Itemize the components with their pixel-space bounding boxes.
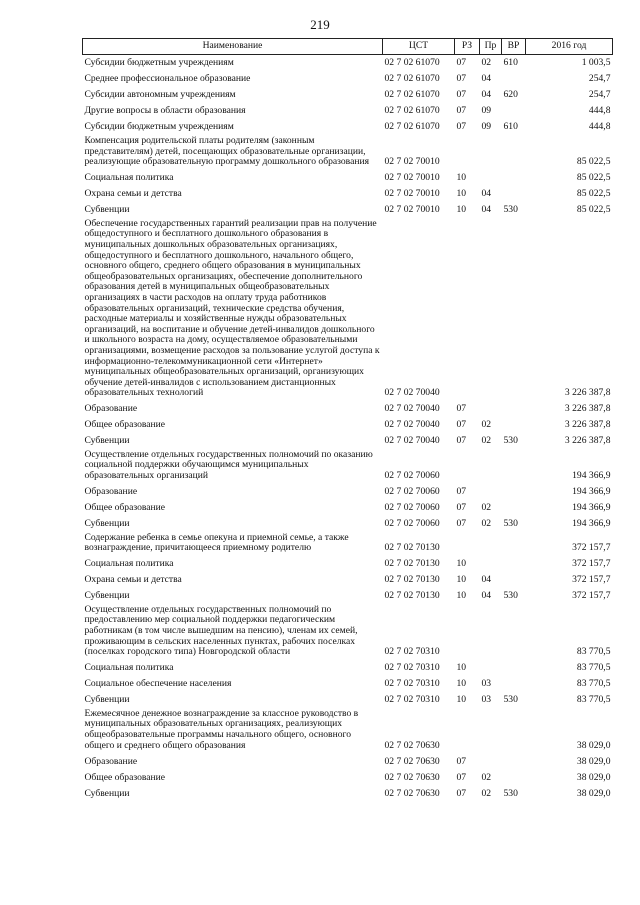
cell-rz: 07 bbox=[456, 771, 467, 783]
cell-vr bbox=[502, 769, 526, 785]
cell-rz: 07 bbox=[456, 419, 467, 431]
cell-name: Субвенции bbox=[84, 590, 130, 602]
cell-rz: 07 bbox=[456, 787, 467, 799]
table-row bbox=[83, 604, 613, 660]
cell-sum: 444,8 bbox=[588, 105, 611, 117]
cell-sum: 194 366,9 bbox=[572, 470, 611, 482]
table-row bbox=[83, 103, 613, 119]
table-row bbox=[83, 692, 613, 708]
cell-cst: 02 7 02 70630 bbox=[384, 755, 440, 767]
cell-pr bbox=[480, 218, 502, 401]
cell-name: Образование bbox=[84, 486, 138, 498]
cell-cst: 02 7 02 70060 bbox=[384, 470, 440, 482]
cell-pr: 04 bbox=[481, 188, 492, 200]
table-row bbox=[83, 516, 613, 532]
table-row bbox=[83, 660, 613, 676]
cell-rz: 10 bbox=[456, 188, 467, 200]
cell-rz bbox=[455, 135, 480, 170]
cell-rz: 10 bbox=[456, 678, 467, 690]
cell-name: Субвенции bbox=[84, 204, 130, 216]
header-name: Наименование bbox=[83, 39, 383, 55]
cell-vr: 530 bbox=[503, 787, 518, 799]
cell-name: Среднее профессиональное образование bbox=[84, 73, 251, 85]
cell-sum: 38 029,0 bbox=[576, 787, 611, 799]
cell-cst: 02 7 02 70010 bbox=[384, 172, 440, 184]
cell-name: Общее образование bbox=[84, 419, 166, 431]
cell-name: Осуществление отдельных государственных полномочий по оказанию социальной поддержки обучающимся муниципальных образовательных организаций bbox=[84, 448, 373, 482]
cell-cst: 02 7 02 61070 bbox=[384, 105, 440, 117]
cell-sum: 85 022,5 bbox=[576, 204, 611, 216]
table-row bbox=[83, 588, 613, 604]
cell-vr bbox=[502, 71, 526, 87]
cell-name: Субсидии автономным учреждениям bbox=[84, 89, 236, 101]
header-cst: ЦСТ bbox=[383, 39, 455, 55]
cell-rz: 07 bbox=[456, 435, 467, 447]
cell-vr bbox=[502, 218, 526, 401]
cell-vr: 620 bbox=[503, 89, 518, 101]
cell-name: Компенсация родительской платы родителям (законным представителям) детей, посещающих образовательные организации, реализующие образовательную программу дошкольного образования bbox=[84, 135, 370, 168]
cell-cst: 02 7 02 61070 bbox=[384, 89, 440, 101]
cell-name: Субвенции bbox=[84, 694, 130, 706]
cell-pr: 02 bbox=[481, 419, 492, 431]
cell-name: Охрана семьи и детства bbox=[84, 574, 182, 586]
cell-cst: 02 7 02 70630 bbox=[384, 771, 440, 783]
cell-sum: 85 022,5 bbox=[576, 188, 611, 200]
table-row bbox=[83, 708, 613, 753]
cell-cst: 02 7 02 70010 bbox=[384, 156, 440, 168]
table-row bbox=[83, 218, 613, 401]
cell-vr bbox=[502, 660, 526, 676]
cell-pr bbox=[480, 532, 502, 556]
cell-vr bbox=[502, 532, 526, 556]
table-row bbox=[83, 676, 613, 692]
cell-vr bbox=[502, 556, 526, 572]
cell-pr: 09 bbox=[481, 105, 492, 117]
cell-name: Субвенции bbox=[84, 518, 130, 530]
table-row bbox=[83, 417, 613, 433]
cell-name: Субвенции bbox=[84, 435, 130, 447]
cell-name: Социальная политика bbox=[84, 172, 174, 184]
cell-cst: 02 7 02 61070 bbox=[384, 121, 440, 133]
cell-vr: 530 bbox=[503, 518, 518, 530]
cell-cst: 02 7 02 70040 bbox=[384, 419, 440, 431]
cell-rz bbox=[455, 604, 480, 660]
header-pr: Пр bbox=[480, 39, 502, 55]
cell-vr bbox=[502, 604, 526, 660]
cell-rz: 07 bbox=[456, 73, 467, 85]
table-row bbox=[83, 572, 613, 588]
cell-rz: 07 bbox=[456, 502, 467, 514]
cell-pr bbox=[480, 660, 502, 676]
cell-pr: 03 bbox=[481, 694, 492, 706]
cell-vr bbox=[502, 484, 526, 500]
cell-rz bbox=[455, 449, 480, 484]
cell-sum: 372 157,7 bbox=[572, 590, 611, 602]
cell-pr bbox=[480, 170, 502, 186]
cell-cst: 02 7 02 70040 bbox=[384, 387, 440, 399]
header-vr: ВР bbox=[502, 39, 526, 55]
cell-sum: 38 029,0 bbox=[576, 771, 611, 783]
cell-sum: 194 366,9 bbox=[572, 518, 611, 530]
cell-name: Обеспечение государственных гарантий реализации прав на получение общедоступного и бесплатного дошкольного образования в муниципальных дошкольных образовательных организациях, общедоступного и бесплатного дошкольного, начального общего, основного общего, среднего общего образования в муниципальных общеобразовательных организациях, обеспечение дополнительного образования детей в муниципальных общеобразовательных организациях в части расходов на оплату труда работников образовательных организаций, технические средства обучения, расходные материалы и хозяйственные нужды образовательных организаций, на воспитание и обучение детей-инвалидов дошкольного и школьного возраста на дому, осуществляемое образовательными организациями, возмещение расходов за пользование услугой доступа к информационно-телекоммуникационной сети «Интернет» муниципальных общеобразовательных организаций, организующих обучение детей-инвалидов с использованием дистанционных образовательных технологий bbox=[84, 217, 380, 399]
cell-sum: 38 029,0 bbox=[576, 739, 611, 751]
table-row bbox=[83, 87, 613, 103]
cell-sum: 83 770,5 bbox=[576, 678, 611, 690]
cell-rz: 10 bbox=[456, 172, 467, 184]
cell-sum: 372 157,7 bbox=[572, 558, 611, 570]
cell-cst: 02 7 02 70130 bbox=[384, 574, 440, 586]
cell-pr bbox=[480, 401, 502, 417]
cell-sum: 83 770,5 bbox=[576, 662, 611, 674]
cell-vr bbox=[502, 500, 526, 516]
cell-name: Общее образование bbox=[84, 771, 166, 783]
cell-rz: 10 bbox=[456, 662, 467, 674]
cell-pr: 02 bbox=[481, 502, 492, 514]
cell-pr: 04 bbox=[481, 89, 492, 101]
cell-pr: 02 bbox=[481, 57, 492, 69]
cell-sum: 3 226 387,8 bbox=[564, 387, 611, 399]
cell-rz: 10 bbox=[456, 574, 467, 586]
cell-cst: 02 7 02 70060 bbox=[384, 518, 440, 530]
cell-vr bbox=[502, 449, 526, 484]
cell-cst: 02 7 02 70310 bbox=[384, 646, 440, 658]
cell-cst: 02 7 02 70040 bbox=[384, 403, 440, 415]
cell-sum: 83 770,5 bbox=[576, 646, 611, 658]
header-rz: РЗ bbox=[455, 39, 480, 55]
cell-pr bbox=[480, 708, 502, 753]
cell-name: Содержание ребенка в семье опекуна и приемной семье, а также вознаграждение, причитающееся приемному родителю bbox=[84, 531, 349, 554]
table-row bbox=[83, 135, 613, 170]
cell-vr: 530 bbox=[503, 590, 518, 602]
cell-sum: 254,7 bbox=[588, 89, 611, 101]
cell-cst: 02 7 02 61070 bbox=[384, 73, 440, 85]
cell-cst: 02 7 02 70130 bbox=[384, 542, 440, 554]
table-row bbox=[83, 484, 613, 500]
cell-name: Охрана семьи и детства bbox=[84, 188, 182, 200]
cell-cst: 02 7 02 70310 bbox=[384, 678, 440, 690]
cell-vr: 530 bbox=[503, 435, 518, 447]
cell-vr bbox=[502, 417, 526, 433]
cell-rz: 07 bbox=[456, 486, 467, 498]
table-body bbox=[83, 55, 613, 802]
cell-rz: 07 bbox=[456, 755, 467, 767]
cell-vr bbox=[502, 103, 526, 119]
header-sum: 2016 год bbox=[526, 39, 613, 55]
cell-sum: 83 770,5 bbox=[576, 694, 611, 706]
table-row bbox=[83, 769, 613, 785]
cell-rz: 10 bbox=[456, 694, 467, 706]
cell-name: Субсидии бюджетным учреждениям bbox=[84, 57, 234, 69]
table-row bbox=[83, 449, 613, 484]
cell-name: Общее образование bbox=[84, 502, 166, 514]
cell-vr bbox=[502, 572, 526, 588]
cell-sum: 372 157,7 bbox=[572, 542, 611, 554]
cell-sum: 194 366,9 bbox=[572, 486, 611, 498]
cell-cst: 02 7 02 70010 bbox=[384, 204, 440, 216]
cell-cst: 02 7 02 70130 bbox=[384, 558, 440, 570]
table-row bbox=[83, 500, 613, 516]
cell-pr bbox=[480, 135, 502, 170]
cell-sum: 38 029,0 bbox=[576, 755, 611, 767]
table-row bbox=[83, 119, 613, 135]
cell-rz: 07 bbox=[456, 89, 467, 101]
cell-pr: 02 bbox=[481, 435, 492, 447]
cell-sum: 194 366,9 bbox=[572, 502, 611, 514]
cell-pr bbox=[480, 484, 502, 500]
cell-pr: 04 bbox=[481, 590, 492, 602]
cell-name: Образование bbox=[84, 755, 138, 767]
cell-rz: 07 bbox=[456, 518, 467, 530]
cell-pr bbox=[480, 604, 502, 660]
cell-cst: 02 7 02 70630 bbox=[384, 739, 440, 751]
cell-vr bbox=[502, 401, 526, 417]
table-row bbox=[83, 401, 613, 417]
cell-rz: 10 bbox=[456, 558, 467, 570]
cell-name: Субсидии бюджетным учреждениям bbox=[84, 121, 234, 133]
cell-sum: 444,8 bbox=[588, 121, 611, 133]
cell-vr bbox=[502, 708, 526, 753]
cell-rz: 07 bbox=[456, 121, 467, 133]
cell-pr bbox=[480, 556, 502, 572]
cell-pr: 02 bbox=[481, 771, 492, 783]
cell-sum: 1 003,5 bbox=[581, 57, 611, 69]
cell-name: Субвенции bbox=[84, 787, 130, 799]
cell-vr bbox=[502, 676, 526, 692]
cell-name: Образование bbox=[84, 403, 138, 415]
cell-name: Другие вопросы в области образования bbox=[84, 105, 246, 117]
cell-pr: 02 bbox=[481, 518, 492, 530]
table-row bbox=[83, 202, 613, 218]
cell-cst: 02 7 02 70130 bbox=[384, 590, 440, 602]
cell-pr bbox=[480, 449, 502, 484]
cell-pr: 04 bbox=[481, 574, 492, 586]
table-row bbox=[83, 753, 613, 769]
cell-rz bbox=[455, 708, 480, 753]
table-row bbox=[83, 55, 613, 72]
cell-rz bbox=[455, 532, 480, 556]
table-row bbox=[83, 556, 613, 572]
cell-rz: 10 bbox=[456, 204, 467, 216]
cell-vr bbox=[502, 170, 526, 186]
cell-name: Осуществление отдельных государственных полномочий по предоставлению мер социальной поддержки педагогическим работникам (в том числе вышедшим на пенсию), членам их семей, проживающим в сельских населенных пунктах, рабочих поселках (поселках городского типа) Новгородской области bbox=[84, 603, 358, 658]
table-row bbox=[83, 170, 613, 186]
cell-cst: 02 7 02 70630 bbox=[384, 787, 440, 799]
cell-pr: 02 bbox=[481, 787, 492, 799]
cell-sum: 372 157,7 bbox=[572, 574, 611, 586]
table-row bbox=[83, 785, 613, 801]
cell-name: Социальное обеспечение населения bbox=[84, 678, 232, 690]
cell-rz bbox=[455, 218, 480, 401]
cell-sum: 3 226 387,8 bbox=[564, 435, 611, 447]
budget-table bbox=[82, 38, 613, 801]
cell-cst: 02 7 02 70310 bbox=[384, 662, 440, 674]
cell-name: Социальная политика bbox=[84, 558, 174, 570]
cell-rz: 07 bbox=[456, 403, 467, 415]
page-number: 219 bbox=[310, 17, 330, 32]
cell-cst: 02 7 02 70040 bbox=[384, 435, 440, 447]
cell-sum: 254,7 bbox=[588, 73, 611, 85]
cell-pr: 03 bbox=[481, 678, 492, 690]
cell-name: Социальная политика bbox=[84, 662, 174, 674]
cell-sum: 85 022,5 bbox=[576, 156, 611, 168]
cell-vr bbox=[502, 753, 526, 769]
table-row bbox=[83, 433, 613, 449]
cell-vr bbox=[502, 186, 526, 202]
table-header bbox=[83, 39, 613, 55]
cell-rz: 10 bbox=[456, 590, 467, 602]
cell-cst: 02 7 02 70010 bbox=[384, 188, 440, 200]
cell-rz: 07 bbox=[456, 57, 467, 69]
cell-sum: 3 226 387,8 bbox=[564, 403, 611, 415]
cell-vr: 530 bbox=[503, 204, 518, 216]
cell-pr bbox=[480, 753, 502, 769]
cell-cst: 02 7 02 70060 bbox=[384, 486, 440, 498]
cell-name: Ежемесячное денежное вознаграждение за классное руководство в муниципальных образовательных организациях, реализующих общеобразовательные программы начального общего, основного общего и среднего общего образования bbox=[84, 707, 359, 751]
cell-pr: 09 bbox=[481, 121, 492, 133]
cell-vr bbox=[502, 135, 526, 170]
cell-vr: 610 bbox=[503, 57, 518, 69]
cell-sum: 3 226 387,8 bbox=[564, 419, 611, 431]
table-row bbox=[83, 71, 613, 87]
cell-pr: 04 bbox=[481, 204, 492, 216]
cell-vr: 530 bbox=[503, 694, 518, 706]
cell-cst: 02 7 02 70310 bbox=[384, 694, 440, 706]
cell-sum: 85 022,5 bbox=[576, 172, 611, 184]
cell-vr: 610 bbox=[503, 121, 518, 133]
cell-cst: 02 7 02 61070 bbox=[384, 57, 440, 69]
cell-cst: 02 7 02 70060 bbox=[384, 502, 440, 514]
table-row bbox=[83, 532, 613, 556]
table-row bbox=[83, 186, 613, 202]
cell-pr: 04 bbox=[481, 73, 492, 85]
cell-rz: 07 bbox=[456, 105, 467, 117]
